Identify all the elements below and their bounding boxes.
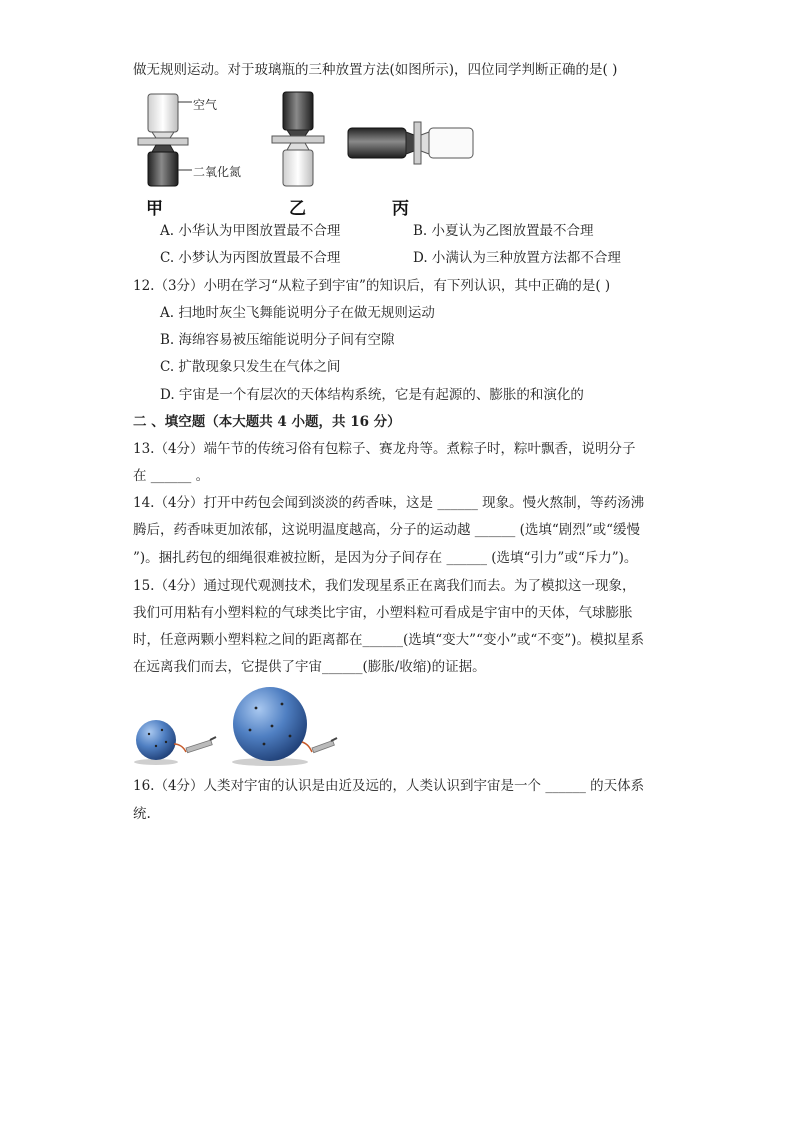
q15-line-1: 15.（4分）通过现代观测技术，我们发现星系正在离我们而去。为了模拟这一现象， bbox=[133, 578, 636, 594]
label-no2: 二氧化氮 bbox=[193, 165, 242, 179]
q15-line-4: 在远离我们而去，它提供了宇宙______(膨胀/收缩)的证据。 bbox=[133, 659, 486, 675]
q14-line-3: ”)。捆扎药包的细绳很难被拉断，是因为分子间存在 ______ (选填“引力”或“斥力”)。 bbox=[133, 550, 638, 566]
bottle-arrangement-figure bbox=[132, 88, 482, 218]
q12-stem: 12.（3分）小明在学习“从粒子到宇宙”的知识后，有下列认识，其中正确的是( ) bbox=[133, 278, 611, 294]
bottle-set-bing bbox=[348, 122, 473, 164]
q13-line-1: 13.（4分）端午节的传统习俗有包粽子、赛龙舟等。煮粽子时，粽叶飘香，说明分子 bbox=[133, 441, 636, 457]
q13-line-2: 在 ______ 。 bbox=[133, 468, 210, 484]
label-air: 空气 bbox=[193, 98, 218, 112]
large-balloon bbox=[232, 687, 337, 766]
q16-line-2: 统. bbox=[133, 806, 151, 822]
q14-line-1: 14.（4分）打开中药包会闻到淡淡的药香味，这是 ______ 现象。慢火熬制，等药汤沸 bbox=[133, 495, 645, 511]
q16-line-1: 16.（4分）人类对宇宙的认识是由近及远的，人类认识到宇宙是一个 ______ 的天体系 bbox=[133, 778, 645, 794]
q12-option-c: C. 扩散现象只发生在气体之间 bbox=[160, 359, 341, 375]
small-balloon bbox=[134, 720, 216, 765]
label-jia: 甲 bbox=[146, 199, 163, 219]
q11-option-d: D. 小满认为三种放置方法都不合理 bbox=[413, 250, 621, 266]
q12-option-d: D. 宇宙是一个有层次的天体结构系统，它是有起源的、膨胀的和演化的 bbox=[160, 387, 584, 403]
q11-option-c: C. 小梦认为丙图放置最不合理 bbox=[160, 250, 341, 266]
q11-option-b: B. 小夏认为乙图放置最不合理 bbox=[413, 223, 594, 239]
q14-line-2: 腾后，药香味更加浓郁，这说明温度越高，分子的运动越 ______ (选填“剧烈”或“缓慢 bbox=[133, 522, 641, 538]
bottle-set-jia bbox=[138, 94, 192, 186]
balloon-figure bbox=[132, 686, 342, 766]
label-yi: 乙 bbox=[289, 199, 306, 219]
section-2-heading: 二 、填空题（本大题共 4 小题，共 16 分） bbox=[133, 414, 401, 430]
q12-option-b: B. 海绵容易被压缩能说明分子间有空隙 bbox=[160, 332, 395, 348]
label-bing: 丙 bbox=[392, 199, 409, 219]
q15-line-2: 我们可用粘有小塑料粒的气球类比宇宙，小塑料粒可看成是宇宙中的天体，气球膨胀 bbox=[133, 605, 633, 621]
bottle-set-yi bbox=[272, 92, 324, 186]
q15-line-3: 时，任意两颗小塑料粒之间的距离都在______(选填“变大”“变小”或“不变”)。模拟星系 bbox=[133, 632, 644, 648]
q11-option-a: A. 小华认为甲图放置最不合理 bbox=[160, 223, 341, 239]
q11-intro: 做无规则运动。对于玻璃瓶的三种放置方法(如图所示)，四位同学判断正确的是( ) bbox=[133, 62, 618, 78]
q12-option-a: A. 扫地时灰尘飞舞能说明分子在做无规则运动 bbox=[160, 305, 435, 321]
